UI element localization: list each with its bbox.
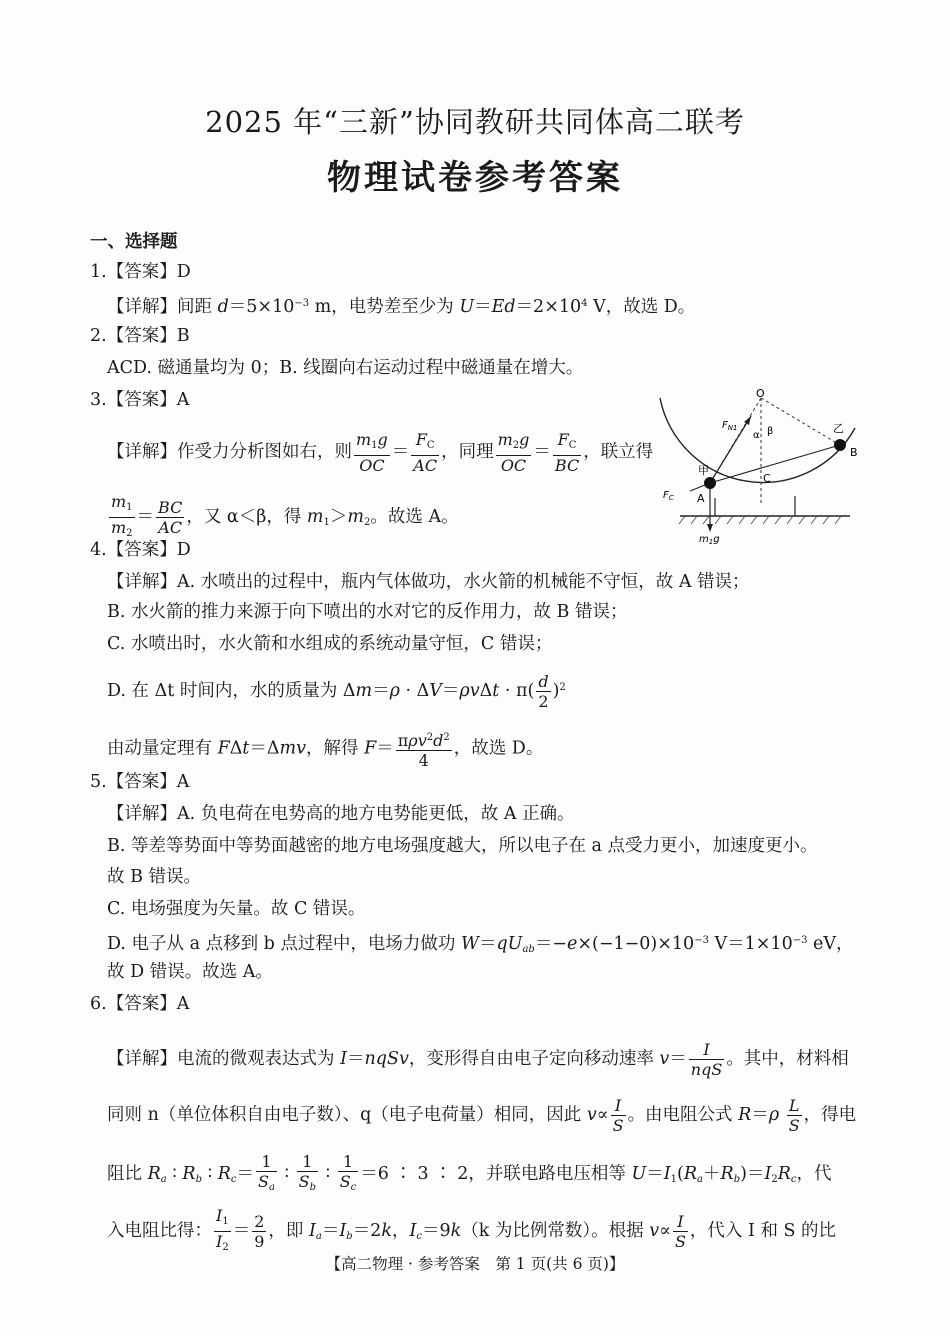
page-subtitle: 物理试卷参考答案 xyxy=(327,158,623,198)
q3-answer: 3.【答案】A xyxy=(90,390,190,410)
q6-detail-line1: 【详解】电流的微观表达式为 I＝nqSv，变形得自由电子定向移动速率 v＝ $\frac{I}{\text{nqS}}$ 。其中，材料相 xyxy=(107,1040,849,1079)
q2-detail: ACD. 磁通量均为 0；B. 线圈向右运动过程中磁通量在增大。 xyxy=(107,358,584,378)
label-jia: 甲 xyxy=(698,464,709,477)
q3-detail-line1: 【详解】作受力分析图如右，则 $\frac{m_1g}{OC}$ ＝ $\frac{F_C}{AC}$ ，同理 $\frac{m_2g}{OC}$ ＝ $\frac{F_C}{BC}$ ，联立得 xyxy=(107,430,654,475)
q6-detail-line4: 入电阻比得： $\frac{I_1}{I_2}$ ＝ $\frac{2}{9}$ ，即 $I_a=I_b=2k$，$I_c=9k(k$ 为比例常数）。根据 v∝ $\frac{I}{S}$ ，代入 I 和 S 的比 xyxy=(107,1206,837,1253)
label-fn1: $F_{N1}$ xyxy=(722,420,738,432)
label-beta: β xyxy=(767,426,774,437)
ball-yi xyxy=(834,439,846,451)
label-o: O xyxy=(756,388,765,400)
m1g-arrowhead xyxy=(707,524,713,532)
q5-detail-d: D. 电子从 a 点移到 b 点过程中，电场力做功 $W=qU_{ab}=-e\times(-1-0)\times 10^{-3}$ $V=1\times 10^{-3}$ eV， xyxy=(107,934,854,955)
q4-detail-c: C. 水喷出时，水火箭和水组成的系统动量守恒，C 错误； xyxy=(107,634,553,654)
q6-detail-line3: 阻比 $R_a$ ∶ $R_b$ ∶ $R_c=$ $\frac{1}{S_a}$ ∶ $\frac{1}{S_b}$ ∶ $\frac{1}{S_c}$ ＝6 ∶ 3 ∶ 2，并联电路电压相等 $U=I_1(R_a+R_b)=I_2R_c$，代 xyxy=(107,1152,832,1193)
page-title: 2025 年“三新”协同教研共同体高二联考 xyxy=(205,105,745,139)
ob-dashed-line xyxy=(761,398,840,445)
bowl-supports xyxy=(715,496,795,516)
q4-detail-e: 由动量定理有 FΔt＝Δmv，解得 F＝ $\frac{\pi\rho v^2d^2}{4}$ ，故选 D。 xyxy=(107,728,543,770)
q4-detail-d: D. 在 Δt 时间内，水的质量为 Δm＝ρ · ΔV＝ρvΔt · π( $\frac{d}{2}$ )$^2$ xyxy=(107,672,566,711)
label-yi: 乙 xyxy=(833,422,844,435)
label-fc: $F_C$ xyxy=(663,490,674,502)
q1-answer: 1.【答案】D xyxy=(90,262,191,282)
ground-hatch xyxy=(679,516,841,524)
force-diagram xyxy=(655,388,875,548)
q1-detail: 【详解】间距 $d=5\times 10^{-3}$ m，电势差至少为 $U=Ed=2\times 10^4$ V，故选 D。 xyxy=(107,297,696,317)
label-c: C xyxy=(763,472,771,485)
q5-detail-a: 【详解】A. 负电荷在电势高的地方电势能更低，故 A 正确。 xyxy=(107,804,575,824)
q5-detail-c: C. 电场强度为矢量。故 C 错误。 xyxy=(107,899,366,919)
q6-detail-line2: 同则 n（单位体积自由电子数）、q（电子电荷量）相同，因此 v∝ $\frac{I}{S}$ 。由电阻公式 R＝ρ $\frac{L}{S}$ ，得电 xyxy=(107,1096,857,1135)
force-analysis-figure xyxy=(655,388,875,548)
q5-detail-b2: 故 B 错误。 xyxy=(107,867,201,887)
q2-answer: 2.【答案】B xyxy=(90,326,190,346)
q4-detail-b: B. 水火箭的推力来源于向下喷出的水对它的反作用力，故 B 错误； xyxy=(107,602,628,622)
label-alpha: α xyxy=(753,430,760,441)
q5-detail-b: B. 等差等势面中等势面越密的地方电场强度越大，所以电子在 a 点受力更小，加速度更小。 xyxy=(107,836,818,856)
q3-detail-line2: $\frac{m_1}{m_2}$ ＝ $\frac{BC}{AC}$ ，又 α＜β，得 $m_1>m_2$。故选 A。 xyxy=(111,492,459,539)
label-b: B xyxy=(850,446,858,459)
section-heading: 一、选择题 xyxy=(90,232,178,252)
label-a: A xyxy=(697,492,705,505)
page-footer: 【高二物理 · 参考答案 第 1 页(共 6 页)】 xyxy=(325,1255,625,1273)
q5-detail-d2: 故 D 错误。故选 A。 xyxy=(107,962,273,982)
q4-detail-a: 【详解】A. 水喷出的过程中，瓶内气体做功，水火箭的机械能不守恒，故 A 错误； xyxy=(107,572,750,592)
q6-answer: 6.【答案】A xyxy=(90,994,190,1014)
q5-answer: 5.【答案】A xyxy=(90,772,190,792)
q4-answer: 4.【答案】D xyxy=(90,540,191,560)
ball-jia xyxy=(704,477,716,489)
label-m1g: $m_1g$ xyxy=(699,534,720,546)
